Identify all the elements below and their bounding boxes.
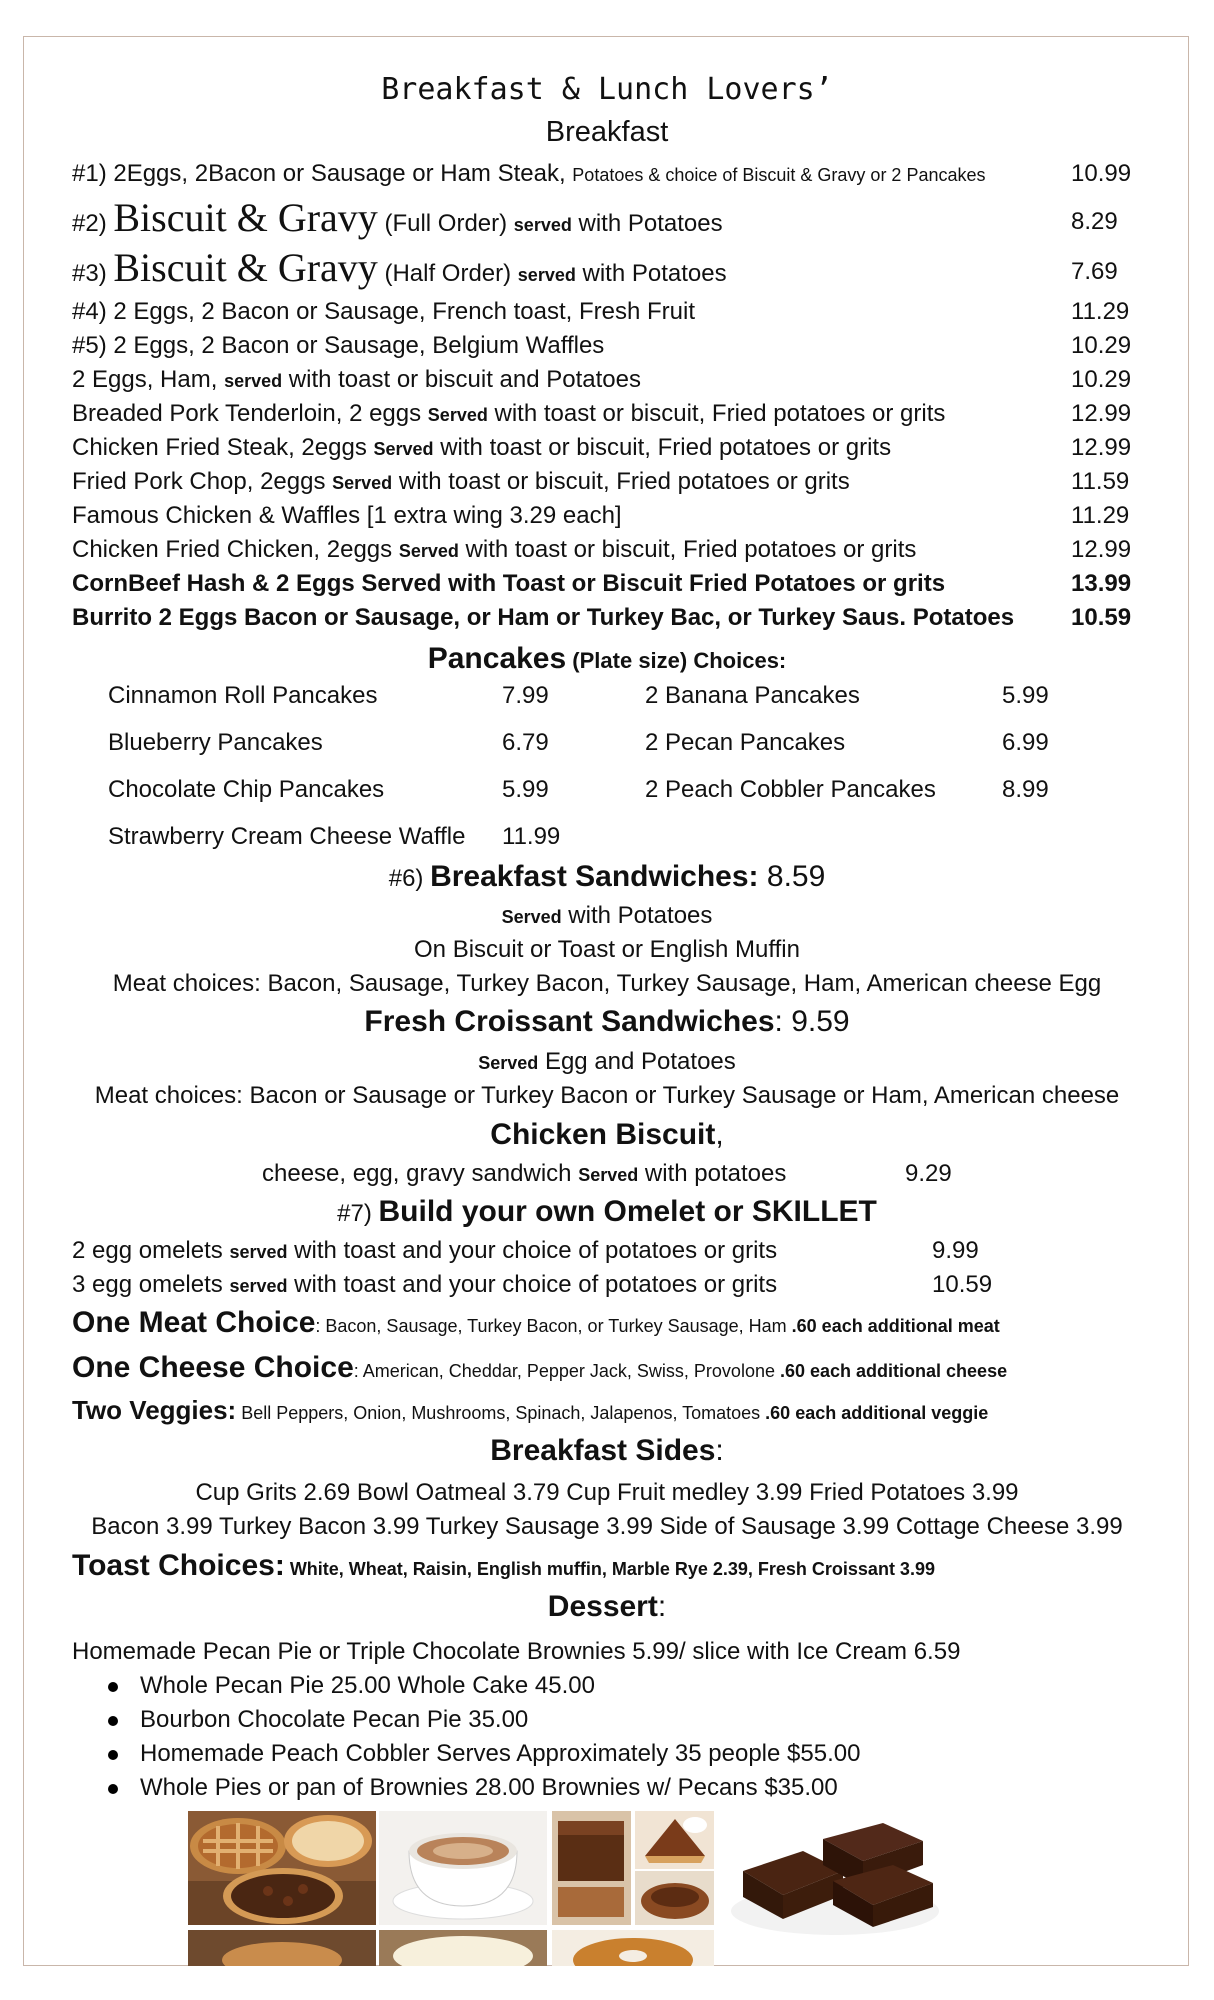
pancake-item: 2 Pecan Pancakes [645,729,846,756]
menu-item: Famous Chicken & Waffles [1 extra wing 3.29 each] 11.29 [72,502,1130,529]
pie-table-photo [188,1930,376,1966]
menu-item-price: 10.99 [1071,160,1132,187]
menu-item-price: 11.29 [1071,298,1130,325]
sides-heading: Breakfast Sides: [490,1434,724,1467]
menu-item: Chicken Fried Steak, 2eggs Served with toast or biscuit, Fried potatoes or grits 12.99 [72,434,1132,461]
breakfast-sandwiches-bread: On Biscuit or Toast or English Muffin [414,936,800,963]
menu-item: Chicken Fried Chicken, 2eggs Served with toast or biscuit, Fried potatoes or grits 12.99 [72,536,1132,563]
section-title-breakfast: Breakfast [545,116,669,148]
chicken-biscuit-heading: Chicken Biscuit, [490,1118,724,1151]
pancake-item: Blueberry Pancakes [108,729,323,756]
menu-item: 2 Eggs, Ham, served with toast or biscuit and Potatoes 10.29 [72,366,1132,393]
menu-item-price: 11.59 [1071,468,1130,495]
omelet-price: 9.99 [932,1237,979,1264]
pancake-price: 6.79 [502,729,549,756]
pancake-item: Strawberry Cream Cheese Waffle [108,823,466,850]
brownies-photo [723,1811,947,1941]
dessert-intro: Homemade Pecan Pie or Triple Chocolate Brownies 5.99/ slice with Ice Cream 6.59 [72,1638,961,1665]
omelet-heading: #7) Build your own Omelet or SKILLET [337,1195,877,1228]
menu-title: Breakfast & Lunch Lovers’ [381,72,833,107]
menu-item-price: 7.69 [1071,258,1118,285]
pie-slice-photo [635,1811,714,1869]
chicken-biscuit-price: 9.29 [905,1160,952,1187]
pancake-price: 8.99 [1002,776,1049,803]
menu-item: #1) 2Eggs, 2Bacon or Sausage or Ham Steak, Potatoes & choice of Biscuit & Gravy or 2 Pancakes 10.99 [72,160,1132,187]
pancake-item: 2 Peach Cobbler Pancakes [645,776,936,803]
sides-line: Bacon 3.99 Turkey Bacon 3.99 Turkey Sausage 3.99 Side of Sausage 3.99 Cottage Cheese 3.99 [91,1513,1123,1540]
bundt-cake-photo [552,1930,714,1966]
menu-item: Burrito 2 Eggs Bacon or Sausage, or Ham or Turkey Bac, or Turkey Saus. Potatoes 10.59 [72,604,1132,631]
menu-item-price: 12.99 [1071,434,1132,461]
menu-item: #2) Biscuit & Gravy (Full Order) served with Potatoes 8.29 [72,195,1118,240]
menu-item-price: 10.29 [1071,332,1132,359]
pancake-price: 5.99 [1002,682,1049,709]
menu-item: CornBeef Hash & 2 Eggs Served with Toast or Biscuit Fried Potatoes or grits 13.99 [72,570,1132,597]
omelet-option: 3 egg omelets served with toast and your choice of potatoes or grits [72,1271,778,1298]
breakfast-sandwiches-heading: #6) Breakfast Sandwiches: 8.59 [388,860,826,893]
dessert-bullet: Whole Pies or pan of Brownies 28.00 Brownies w/ Pecans $35.00 [108,1774,838,1802]
pancake-price: 11.99 [502,823,561,850]
dessert-heading: Dessert: [547,1590,667,1623]
menu-item-price: 12.99 [1071,536,1132,563]
pancake-price: 5.99 [502,776,549,803]
dessert-bullet: Whole Pecan Pie 25.00 Whole Cake 45.00 [108,1672,595,1700]
chicken-biscuit-desc: cheese, egg, gravy sandwich Served with potatoes [262,1160,787,1187]
breakfast-sandwiches-meats: Meat choices: Bacon, Sausage, Turkey Bacon, Turkey Sausage, Ham, American cheese Egg [112,970,1102,997]
pancake-item: 2 Banana Pancakes [645,682,860,709]
omelet-option: 2 egg omelets served with toast and your choice of potatoes or grits [72,1237,778,1264]
pancake-item: Chocolate Chip Pancakes [108,776,385,803]
omelet-meat-choice: One Meat Choice: Bacon, Sausage, Turkey Bacon, or Turkey Sausage, Ham .60 each additional meat [72,1306,1000,1339]
menu-item: Fried Pork Chop, 2eggs Served with toast or biscuit, Fried potatoes or grits 11.59 [72,468,1130,495]
dessert-plate-photo [635,1871,714,1925]
omelet-price: 10.59 [932,1271,993,1298]
pancake-price: 7.99 [502,682,549,709]
croissant-meats: Meat choices: Bacon or Sausage or Turkey Bacon or Turkey Sausage or Ham, American cheese [94,1082,1120,1109]
menu-item-price: 10.59 [1071,604,1132,631]
croissant-served: Served Egg and Potatoes [478,1048,736,1075]
dessert-bullet: Bourbon Chocolate Pecan Pie 35.00 [108,1706,528,1734]
coffee-cup-photo [379,1811,547,1925]
menu-item: Breaded Pork Tenderloin, 2 eggs Served with toast or biscuit, Fried potatoes or grits 12.99 [72,400,1132,427]
menu-item: #3) Biscuit & Gravy (Half Order) served with Potatoes 7.69 [72,245,1118,290]
pancake-price: 6.99 [1002,729,1049,756]
omelet-veggie-choice: Two Veggies: Bell Peppers, Onion, Mushrooms, Spinach, Jalapenos, Tomatoes .60 each additional veggie [72,1395,989,1425]
menu-item-price: 12.99 [1071,400,1132,427]
menu-item-price: 13.99 [1071,570,1132,597]
menu-item: #5) 2 Eggs, 2 Bacon or Sausage, Belgium Waffles 10.29 [72,332,1132,359]
breakfast-sandwiches-served: Served with Potatoes [501,902,713,929]
omelet-cheese-choice: One Cheese Choice: American, Cheddar, Pepper Jack, Swiss, Provolone .60 each additional cheese [72,1351,1008,1384]
menu-item-price: 8.29 [1071,208,1118,235]
pancake-item: Cinnamon Roll Pancakes [108,682,378,709]
pancakes-heading: Pancakes (Plate size) Choices: [427,642,787,675]
sides-line: Cup Grits 2.69 Bowl Oatmeal 3.79 Cup Fruit medley 3.99 Fried Potatoes 3.99 [195,1479,1019,1506]
cream-pie-photo [379,1930,547,1966]
menu-item: #4) 2 Eggs, 2 Bacon or Sausage, French toast, Fresh Fruit 11.29 [72,298,1130,325]
brownie-photo [552,1811,631,1925]
toast-choices: Toast Choices: White, Wheat, Raisin, English muffin, Marble Rye 2.39, Fresh Croissant 3.99 [72,1549,935,1582]
dessert-bullet: Homemade Peach Cobbler Serves Approximately 35 people $55.00 [108,1740,860,1768]
pecan-pie-photo [188,1811,376,1925]
croissant-heading: Fresh Croissant Sandwiches: 9.59 [364,1005,850,1038]
menu-item-price: 11.29 [1071,502,1130,529]
menu-item-price: 10.29 [1071,366,1132,393]
